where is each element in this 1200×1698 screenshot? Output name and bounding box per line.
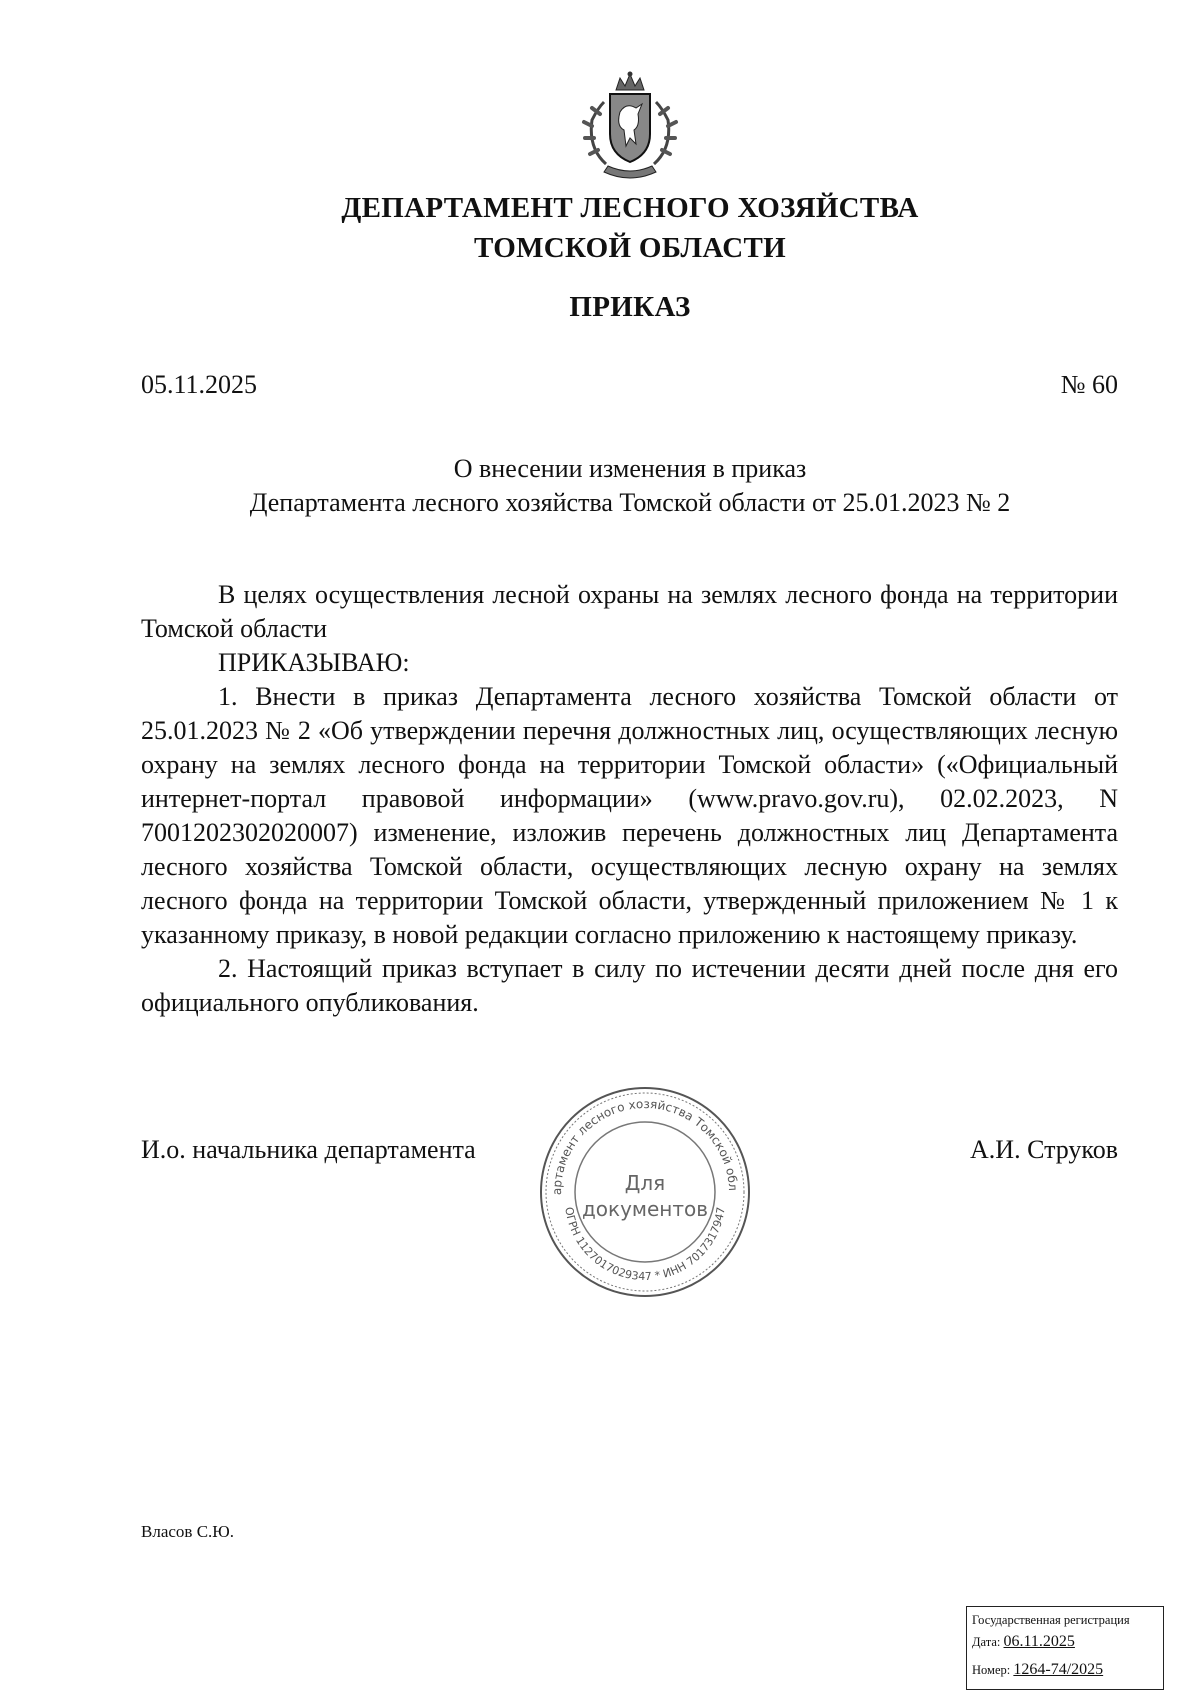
stamp-center-line2: документов: [581, 1197, 709, 1221]
registration-box: [966, 1606, 1164, 1690]
signatory-title: И.о. начальника департамента: [141, 1135, 476, 1164]
document-body: [141, 578, 1118, 1020]
registration-number-row: [972, 1663, 1103, 1677]
signatory-name: А.И. Струков: [970, 1135, 1118, 1164]
registration-heading: Государственная регистрация: [972, 1613, 1130, 1627]
coat-of-arms-emblem: [570, 68, 690, 188]
registration-date-value: 06.11.2025: [1003, 1633, 1075, 1650]
official-stamp: [535, 1082, 755, 1302]
executor-name: Власов С.Ю.: [141, 1522, 235, 1541]
stamp-center-line1: Для: [624, 1171, 666, 1195]
registration-date-row: [972, 1635, 1075, 1649]
registration-date-label: Дата:: [972, 1635, 1001, 1649]
subject-line1: О внесении изменения в приказ: [453, 454, 807, 483]
registration-number-label: Номер:: [972, 1663, 1011, 1677]
registration-number-value: 1264-74/2025: [1013, 1661, 1104, 1678]
organization-name-line1: ДЕПАРТАМЕНТ ЛЕСНОГО ХОЗЯЙСТВА: [341, 192, 919, 224]
order-word: ПРИКАЗЫВАЮ:: [218, 648, 410, 677]
organization-name-line2: ТОМСКОЙ ОБЛАСТИ: [474, 232, 786, 264]
preamble-paragraph: В целях осуществления лесной охраны на землях лесного фонда на территории Томской области: [141, 580, 1118, 643]
subject-line2: Департамента лесного хозяйства Томской области от 25.01.2023 № 2: [249, 488, 1011, 517]
stamp-ring-text: артамент лесного хозяйства Томской обл: [549, 1096, 741, 1196]
stamp-bottom-text: ОГРН 1127017029347 * ИНН 7017317947: [562, 1206, 728, 1284]
document-type: ПРИКАЗ: [569, 291, 691, 323]
order-item-2: 2. Настоящий приказ вступает в силу по истечении десяти дней после дня его официального опубликования.: [141, 954, 1118, 1017]
document-date: 05.11.2025: [141, 370, 258, 399]
order-item-1: 1. Внести в приказ Департамента лесного хозяйства Томской области от 25.01.2023 № 2 «Об утверждении перечня должностных лиц, осуществляющих лесную охрану на землях лесного фонда на территории Томской области» («Официальный интернет-портал правовой информации» (www.pravo.gov.ru), 02.02.2023, N 7001202302020007) изменение, изложив перечень должностных лиц Департамента лесного хозяйства Томской области, осуществляющих лесную охрану на землях лесного фонда на территории Томской области, утвержденный приложением № 1 к указанному приказу, в новой редакции согласно приложению к настоящему приказу.: [141, 682, 1118, 949]
document-number: № 60: [1060, 370, 1118, 399]
